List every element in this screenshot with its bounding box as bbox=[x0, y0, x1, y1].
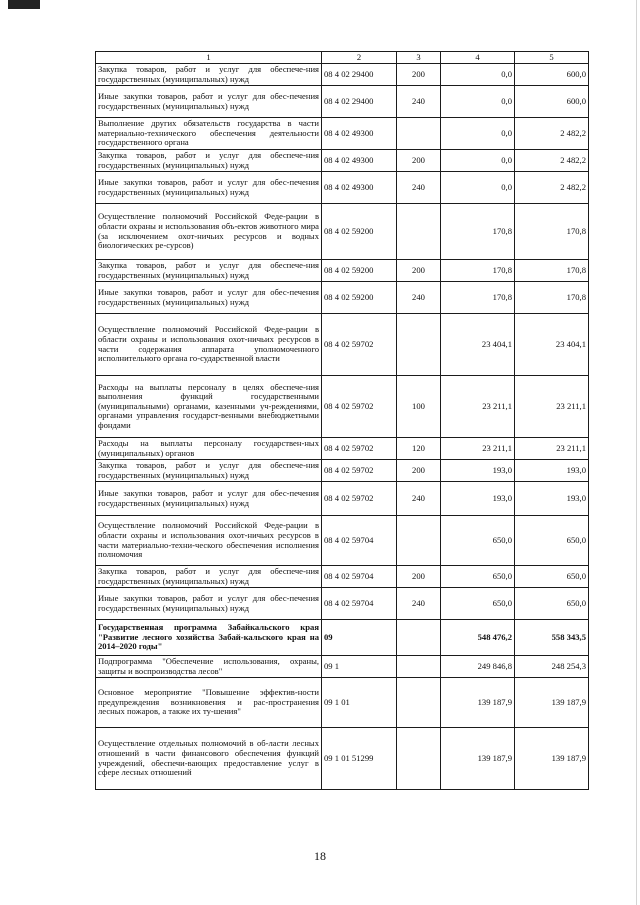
row-amount-cell: 0,0 bbox=[441, 86, 515, 118]
table-row bbox=[96, 482, 589, 516]
table-row bbox=[96, 150, 589, 172]
table-row bbox=[96, 728, 589, 790]
row-code-cell: 09 1 bbox=[322, 656, 397, 678]
row-amount-cell: 0,0 bbox=[441, 172, 515, 204]
row-amount-cell: 170,8 bbox=[441, 204, 515, 260]
row-amount-cell: 650,0 bbox=[515, 588, 589, 620]
row-amount-cell: 23 211,1 bbox=[441, 438, 515, 460]
table-row bbox=[96, 86, 589, 118]
budget-table bbox=[95, 51, 589, 790]
row-code-cell: 08 4 02 49300 bbox=[322, 118, 397, 150]
row-code-cell: 08 4 02 29400 bbox=[322, 64, 397, 86]
row-name-cell: Закупка товаров, работ и услуг для обеспече-ния государственных (муниципальных) нужд bbox=[96, 566, 322, 588]
row-expense-type-cell: 100 bbox=[397, 376, 441, 438]
row-code-cell: 09 bbox=[322, 620, 397, 656]
row-name-cell: Закупка товаров, работ и услуг для обеспече-ния государственных (муниципальных) нужд bbox=[96, 150, 322, 172]
row-expense-type-cell bbox=[397, 728, 441, 790]
table-row bbox=[96, 204, 589, 260]
row-code-cell: 08 4 02 59702 bbox=[322, 438, 397, 460]
row-name-cell: Выполнение других обязательств государства в части материально-технического обеспечения деятельности государственного органа bbox=[96, 118, 322, 150]
row-name-cell: Расходы на выплаты персоналу в целях обеспече-ния выполнения функций государственными (муниципальными) органами, казенными уч-реждениями, органами управления государст-венными внебюджетными фондами bbox=[96, 376, 322, 438]
row-code-cell: 08 4 02 59704 bbox=[322, 516, 397, 566]
row-amount-cell: 558 343,5 bbox=[515, 620, 589, 656]
row-name-cell: Иные закупки товаров, работ и услуг для обес-печения государственных (муниципальных) нужд bbox=[96, 86, 322, 118]
row-amount-cell: 23 211,1 bbox=[515, 376, 589, 438]
row-code-cell: 08 4 02 59702 bbox=[322, 376, 397, 438]
column-header: 2 bbox=[322, 52, 397, 64]
row-expense-type-cell: 120 bbox=[397, 438, 441, 460]
row-code-cell: 08 4 02 59704 bbox=[322, 588, 397, 620]
scan-mark bbox=[8, 0, 40, 9]
row-amount-cell: 193,0 bbox=[515, 460, 589, 482]
row-code-cell: 08 4 02 49300 bbox=[322, 150, 397, 172]
header-row bbox=[96, 52, 589, 64]
row-amount-cell: 23 404,1 bbox=[441, 314, 515, 376]
row-amount-cell: 600,0 bbox=[515, 64, 589, 86]
row-amount-cell: 193,0 bbox=[515, 482, 589, 516]
row-expense-type-cell: 240 bbox=[397, 172, 441, 204]
row-amount-cell: 650,0 bbox=[515, 516, 589, 566]
row-amount-cell: 650,0 bbox=[515, 566, 589, 588]
row-amount-cell: 23 404,1 bbox=[515, 314, 589, 376]
table-row bbox=[96, 438, 589, 460]
row-code-cell: 08 4 02 59702 bbox=[322, 314, 397, 376]
row-amount-cell: 170,8 bbox=[515, 204, 589, 260]
table-row bbox=[96, 620, 589, 656]
row-name-cell: Основное мероприятие "Повышение эффектив-ности предупреждения возникновения и рас-пространения лесных пожаров, а также их ту-шения" bbox=[96, 678, 322, 728]
row-expense-type-cell bbox=[397, 678, 441, 728]
table-row bbox=[96, 376, 589, 438]
row-name-cell: Закупка товаров, работ и услуг для обеспече-ния государственных (муниципальных) нужд bbox=[96, 64, 322, 86]
row-amount-cell: 170,8 bbox=[441, 282, 515, 314]
row-code-cell: 08 4 02 59702 bbox=[322, 482, 397, 516]
row-name-cell: Государственная программа Забайкальского края "Развитие лесного хозяйства Забай-кальского края на 2014–2020 годы" bbox=[96, 620, 322, 656]
row-code-cell: 08 4 02 59200 bbox=[322, 282, 397, 314]
row-name-cell: Осуществление полномочий Российской Феде-рации в области охраны и использования охот-ничьих ресурсов в части материально-техни-ческого обеспечения исполнения полномочия bbox=[96, 516, 322, 566]
row-code-cell: 08 4 02 49300 bbox=[322, 172, 397, 204]
row-expense-type-cell bbox=[397, 314, 441, 376]
row-amount-cell: 193,0 bbox=[441, 460, 515, 482]
row-amount-cell: 650,0 bbox=[441, 588, 515, 620]
table-row bbox=[96, 282, 589, 314]
row-expense-type-cell: 240 bbox=[397, 588, 441, 620]
row-amount-cell: 23 211,1 bbox=[441, 376, 515, 438]
row-expense-type-cell: 240 bbox=[397, 482, 441, 516]
row-amount-cell: 170,8 bbox=[515, 282, 589, 314]
row-expense-type-cell bbox=[397, 656, 441, 678]
table-row bbox=[96, 566, 589, 588]
table-row bbox=[96, 260, 589, 282]
row-name-cell: Иные закупки товаров, работ и услуг для обес-печения государственных (муниципальных) нужд bbox=[96, 282, 322, 314]
row-name-cell: Расходы на выплаты персоналу государствен-ных (муниципальных) органов bbox=[96, 438, 322, 460]
row-amount-cell: 2 482,2 bbox=[515, 118, 589, 150]
row-name-cell: Подпрограмма "Обеспечение использования, охраны, защиты и воспроизводства лесов" bbox=[96, 656, 322, 678]
row-name-cell: Иные закупки товаров, работ и услуг для обес-печения государственных (муниципальных) нужд bbox=[96, 482, 322, 516]
row-code-cell: 08 4 02 59200 bbox=[322, 260, 397, 282]
table-row bbox=[96, 172, 589, 204]
column-header: 5 bbox=[515, 52, 589, 64]
column-header: 1 bbox=[96, 52, 322, 64]
column-header: 4 bbox=[441, 52, 515, 64]
row-amount-cell: 0,0 bbox=[441, 64, 515, 86]
table-row bbox=[96, 588, 589, 620]
row-name-cell: Осуществление полномочий Российской Феде-рации в области охраны и использования охот-ничьих ресурсов в части содержания аппарата уполномоченного исполнительного органа го-сударственной власти bbox=[96, 314, 322, 376]
row-expense-type-cell bbox=[397, 204, 441, 260]
row-expense-type-cell: 240 bbox=[397, 86, 441, 118]
row-amount-cell: 2 482,2 bbox=[515, 150, 589, 172]
row-expense-type-cell: 200 bbox=[397, 260, 441, 282]
row-name-cell: Иные закупки товаров, работ и услуг для обес-печения государственных (муниципальных) нужд bbox=[96, 172, 322, 204]
row-amount-cell: 600,0 bbox=[515, 86, 589, 118]
row-amount-cell: 170,8 bbox=[441, 260, 515, 282]
page-edge bbox=[636, 0, 637, 905]
table-row bbox=[96, 314, 589, 376]
row-name-cell: Осуществление отдельных полномочий в об-ласти лесных отношений в части финансового обеспечения функций учреждений, обеспечи-вающих предоставление услуг в сфере лесных отношений bbox=[96, 728, 322, 790]
column-header: 3 bbox=[397, 52, 441, 64]
row-code-cell: 09 1 01 bbox=[322, 678, 397, 728]
row-expense-type-cell: 200 bbox=[397, 64, 441, 86]
table-row bbox=[96, 656, 589, 678]
row-amount-cell: 139 187,9 bbox=[515, 728, 589, 790]
row-amount-cell: 650,0 bbox=[441, 566, 515, 588]
page-number: 18 bbox=[314, 849, 326, 863]
row-expense-type-cell: 200 bbox=[397, 150, 441, 172]
row-amount-cell: 650,0 bbox=[441, 516, 515, 566]
row-amount-cell: 139 187,9 bbox=[515, 678, 589, 728]
row-code-cell: 08 4 02 29400 bbox=[322, 86, 397, 118]
row-name-cell: Иные закупки товаров, работ и услуг для обес-печения государственных (муниципальных) нужд bbox=[96, 588, 322, 620]
row-amount-cell: 548 476,2 bbox=[441, 620, 515, 656]
row-expense-type-cell: 240 bbox=[397, 282, 441, 314]
row-expense-type-cell bbox=[397, 620, 441, 656]
row-code-cell: 08 4 02 59200 bbox=[322, 204, 397, 260]
row-code-cell: 08 4 02 59702 bbox=[322, 460, 397, 482]
row-amount-cell: 23 211,1 bbox=[515, 438, 589, 460]
row-name-cell: Закупка товаров, работ и услуг для обеспече-ния государственных (муниципальных) нужд bbox=[96, 460, 322, 482]
row-amount-cell: 248 254,3 bbox=[515, 656, 589, 678]
row-amount-cell: 2 482,2 bbox=[515, 172, 589, 204]
row-name-cell: Осуществление полномочий Российской Феде-рации в области охраны и использования объ-ектов животного мира (за исключением охот-ничьих ресурсов и водных биологических ре-сурсов) bbox=[96, 204, 322, 260]
row-expense-type-cell: 200 bbox=[397, 566, 441, 588]
table-row bbox=[96, 516, 589, 566]
table-row bbox=[96, 118, 589, 150]
table-row bbox=[96, 678, 589, 728]
row-expense-type-cell bbox=[397, 118, 441, 150]
row-code-cell: 08 4 02 59704 bbox=[322, 566, 397, 588]
row-amount-cell: 0,0 bbox=[441, 118, 515, 150]
row-amount-cell: 139 187,9 bbox=[441, 728, 515, 790]
row-amount-cell: 0,0 bbox=[441, 150, 515, 172]
table-row bbox=[96, 460, 589, 482]
row-code-cell: 09 1 01 51299 bbox=[322, 728, 397, 790]
row-amount-cell: 249 846,8 bbox=[441, 656, 515, 678]
row-amount-cell: 170,8 bbox=[515, 260, 589, 282]
table-row bbox=[96, 64, 589, 86]
row-expense-type-cell: 200 bbox=[397, 460, 441, 482]
row-name-cell: Закупка товаров, работ и услуг для обеспече-ния государственных (муниципальных) нужд bbox=[96, 260, 322, 282]
row-amount-cell: 139 187,9 bbox=[441, 678, 515, 728]
row-amount-cell: 193,0 bbox=[441, 482, 515, 516]
row-expense-type-cell bbox=[397, 516, 441, 566]
